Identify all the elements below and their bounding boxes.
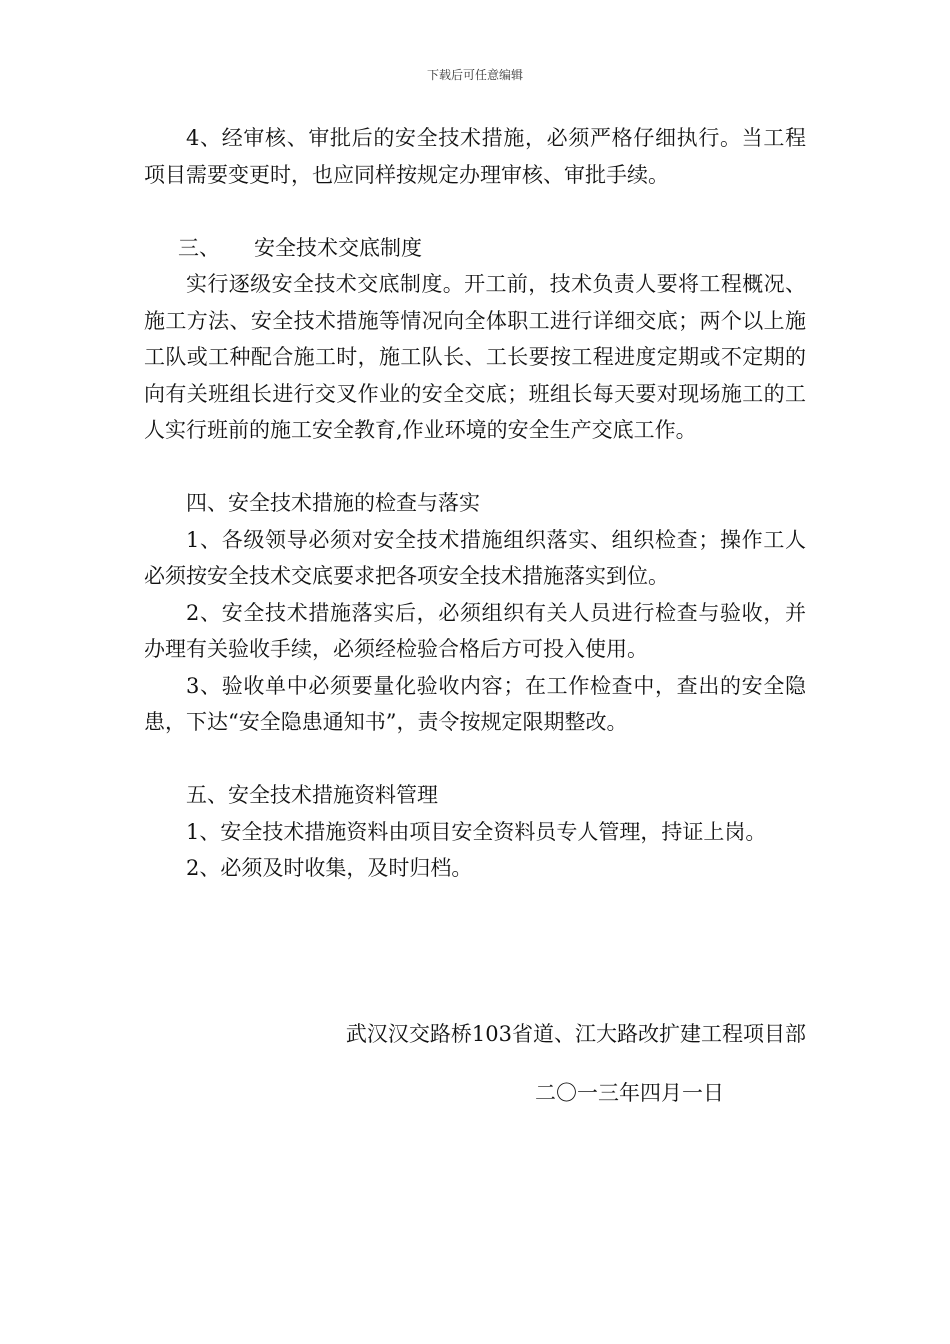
spacer	[144, 741, 806, 778]
section-number: 三、	[178, 235, 220, 260]
section-heading-4: 四、安全技术措施的检查与落实	[186, 491, 480, 515]
section-4-item-1: 1、各级领导必须对安全技术措施组织落实、组织检查；操作工人必须按安全技术交底要求把各项安全技术措施落实到位。	[144, 527, 806, 588]
section-5-item-2: 2、必须及时收集，及时归档。	[186, 856, 473, 880]
section-3-body: 实行逐级安全技术交底制度。开工前，技术负责人要将工程概况、施工方法、安全技术措施等情况向全体职工进行详细交底；两个以上施工队或工种配合施工时，施工队长、工长要按工程进度定期或不定期的向有关班组长进行交叉作业的安全交底；班组长每天要对现场施工的工人实行班前的施工安全教育,作业环境的安全生产交底工作。	[144, 272, 806, 442]
spacer	[144, 449, 806, 486]
section-title: 安全技术交底制度	[254, 235, 422, 260]
header-note: 下载后可任意编辑	[426, 68, 523, 82]
signature-organization: 武汉汉交路桥103省道、江大路改扩建工程项目部	[345, 1022, 806, 1046]
section-heading-5: 五、安全技术措施资料管理	[186, 783, 438, 807]
section-4-item-2: 2、安全技术措施落实后，必须组织有关人员进行检查与验收，并办理有关验收手续，必须经检验合格后方可投入使用。	[144, 600, 806, 661]
spacer	[144, 193, 806, 230]
section-4-item-3: 3、验收单中必须要量化验收内容；在工作检查中，查出的安全隐患，下达“安全隐患通知书”，责令按规定限期整改。	[144, 673, 806, 734]
section-heading-3	[144, 230, 806, 267]
signature-date: 二〇一三年四月一日	[535, 1081, 724, 1105]
document-body	[144, 120, 806, 887]
section-5-item-1: 1、安全技术措施资料由项目安全资料员专人管理，持证上岗。	[186, 819, 767, 844]
paragraph-item-4: 4、经审核、审批后的安全技术措施，必须严格仔细执行。当工程项目需要变更时，也应同样按规定办理审核、审批手续。	[144, 126, 806, 187]
